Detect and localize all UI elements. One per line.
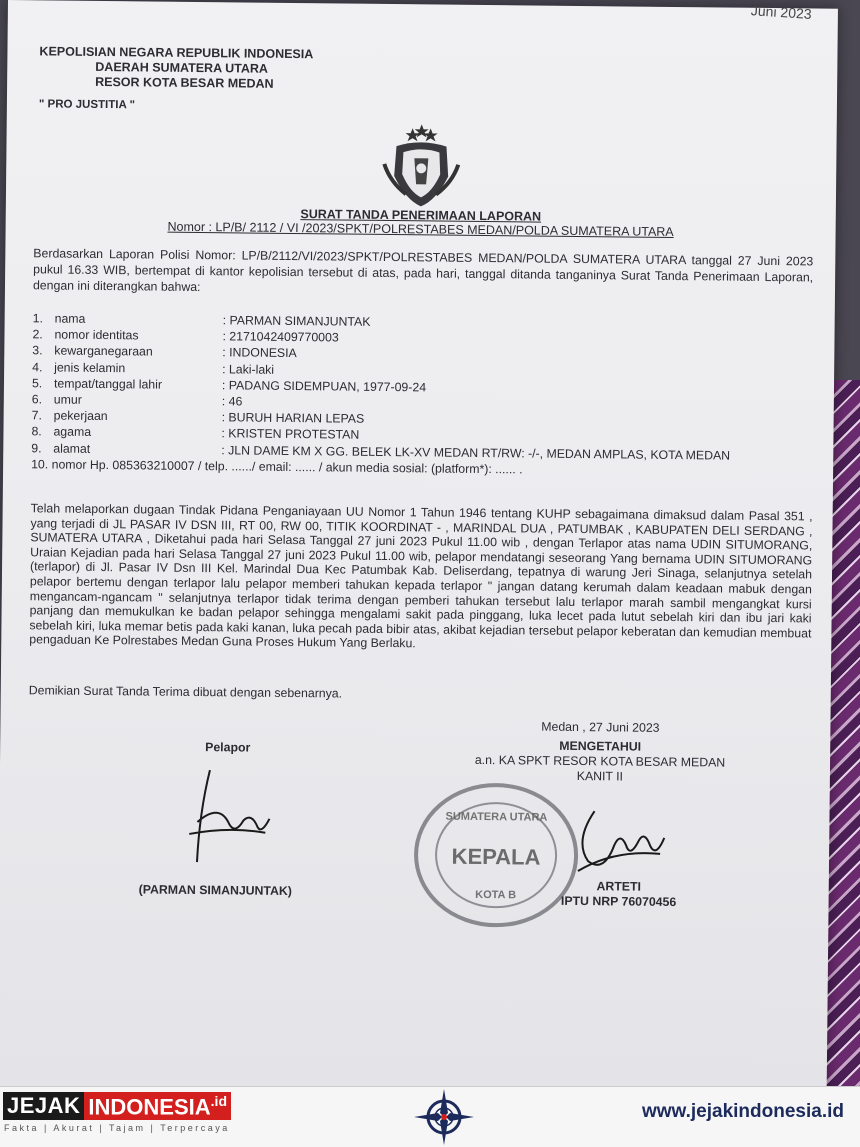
field-number: 2. (32, 327, 43, 342)
reporter-label: Pelapor (205, 740, 251, 755)
police-emblem-icon (376, 124, 467, 211)
letterhead (39, 44, 313, 92)
brand-text-indonesia (84, 1092, 231, 1120)
field-label: umur (53, 392, 82, 407)
letterhead-line-1: KEPOLISIAN NEGARA REPUBLIK INDONESIA (39, 44, 314, 62)
field-value: : KRISTEN PROTESTAN (221, 426, 360, 443)
reporter-signature-icon (169, 762, 290, 873)
approval-block (440, 719, 761, 786)
officer-name: ARTETI (596, 879, 642, 894)
field-number: 6. (31, 392, 43, 407)
field-label: kewarganegaraan (54, 343, 153, 359)
field-number: 8. (31, 424, 42, 439)
intro-paragraph: Berdasarkan Laporan Polisi Nomor: LP/B/2112/VI/2023/SPKT/POLRESTABES MEDAN/POLDA SUMATERA UTARA tanggal 27 Juni 2023 pukul 16.33 WIB, bertempat di kantor kepolisian tersebut di atas, pada hari, tanggal ditanda tanganinya Surat Tanda Penerimaan Laporan, dengan ini diterangkan bahwa: (32, 246, 814, 295)
field-value: : 46 (221, 394, 243, 409)
field-label: agama (53, 424, 92, 440)
on-behalf-label: a.n. KA SPKT RESOR KOTA BESAR MEDAN (474, 752, 726, 770)
field-number: 4. (32, 359, 43, 374)
field-label: pekerjaan (53, 408, 108, 424)
mengetahui-label: MENGETAHUI (559, 738, 642, 754)
brand-logo (3, 1092, 231, 1120)
document-number: Nomor : LP/B/ 2112 / VI /2023/SPKT/POLRESTABES MEDAN/POLDA SUMATERA UTARA (167, 219, 674, 239)
officer-signature-icon (564, 801, 675, 882)
field-contact: 10. nomor Hp. 085363210007 / telp. ....../ email: ...... / akun media sosial: (platform*): ...... . (31, 456, 523, 477)
stamp-bottom-text: KOTA B (475, 888, 517, 902)
place-date: Medan , 27 Juni 2023 (541, 719, 660, 735)
identity-fields (31, 311, 823, 481)
watermark-footer (0, 1086, 860, 1147)
officer-rank: IPTU NRP 76070456 (560, 893, 677, 910)
letterhead-line-3: RESOR KOTA BESAR MEDAN (95, 74, 274, 91)
field-label: tempat/tanggal lahir (53, 376, 163, 392)
officer-block (519, 878, 719, 910)
field-value: : PARMAN SIMANJUNTAK (222, 313, 371, 329)
field-label: nama (54, 311, 86, 326)
stamp-top-text: SUMATERA UTARA (445, 810, 548, 824)
field-number: 7. (31, 408, 42, 423)
kanit-label: KANIT II (576, 768, 624, 784)
top-date: Juni 2023 (750, 2, 813, 22)
report-description: Telah melaporkan dugaan Tindak Pidana Penganiayaan UU Nomor 1 Tahun 1946 tentang KUHP sebagaimana dimaksud dalam Pasal 351 , yang terjadi di JL PASAR IV DSN III, RT 00, RW 00, TITIK KOORDINAT - , MARINDAL DUA , PATUMBAK , KABUPATEN DELI SERDANG , SUMATERA UTARA , Diketahui pada hari Selasa Tanggal 27 juni 2023 Pukul 11.00 wib , dengan Terlapor atas nama UDIN SITUMORANG, Uraian Kejadian pada hari Selasa Tanggal 27 juni 2023 Pukul 11.00 wib, pelapor mendatangi seseorang Yang bernama UDIN SITUMORANG (terlapor) di Jl. Pasar IV Dsn III Kel. Marindal Dua Kec Patumbak Kab. Deliserdang, tepatnya di warung Jeri Sinaga, selanjutnya setelah pelapor bertemu dengan terlapor lalu pelapor memberi tahukan kepada terlapor " jangan datang kerumah dalam keadaan mabuk dengan mengancam-ngancam " selanjutnya terlapor tidak terima dengan pemberi tahukan tersebut lalu terlapor marah sambil mengangkat kursi panjang dan memukulkan ke badan pelapor sehingga mengalami sakit pada pinggang, luka lecet pada lutut sebelah kiri dan ibu jari kaki sebelah kiri, luka memar betis pada kaki kanan, luka pecah pada bibir atas, akibat kejadian tersebut pelapor keberatan dan kemudian membuat pengaduan Ke Polrestabes Medan Guna Proses Hukum Yang Berlaku. (29, 501, 813, 651)
field-number: 5. (31, 376, 43, 391)
field-label: nomor identitas (54, 327, 139, 343)
brand-tagline: Fakta | Akurat | Tajam | Terpercaya (4, 1123, 230, 1133)
document-title: SURAT TANDA PENERIMAAN LAPORAN (300, 207, 542, 224)
stamp-center-text: KEPALA (451, 843, 541, 870)
field-value: : Laki-laki (222, 361, 275, 377)
field-value: : 2171042409770003 (222, 329, 339, 345)
brand-text-jejak: JEJAK (3, 1092, 84, 1120)
brand-text-id: .id (210, 1093, 228, 1109)
letterhead-line-2: DAERAH SUMATERA UTARA (95, 59, 269, 76)
reporter-name: (PARMAN SIMANJUNTAK) (138, 882, 293, 899)
field-number: 1. (32, 311, 44, 326)
brand-text-indonesia-word: INDONESIA (88, 1094, 211, 1120)
website-url: www.jejakindonesia.id (641, 1101, 844, 1122)
field-value: : INDONESIA (222, 345, 297, 361)
field-value: : PADANG SIDEMPUAN, 1977-09-24 (221, 378, 427, 395)
pro-justitia: " PRO JUSTITIA " (38, 98, 136, 112)
field-value: : BURUH HARIAN LEPAS (221, 410, 365, 426)
closing-statement: Demikian Surat Tanda Terima dibuat dengan sebenarnya. (28, 683, 343, 701)
field-value: : JLN DAME KM X GG. BELEK LK-XV MEDAN RT/RW: -/-, MEDAN AMPLAS, KOTA MEDAN (221, 442, 731, 463)
field-label: jenis kelamin (54, 360, 126, 375)
field-number: 3. (32, 343, 43, 358)
compass-logo-icon (414, 1089, 474, 1145)
field-label: alamat (53, 440, 91, 456)
field-number: 9. (31, 440, 42, 455)
